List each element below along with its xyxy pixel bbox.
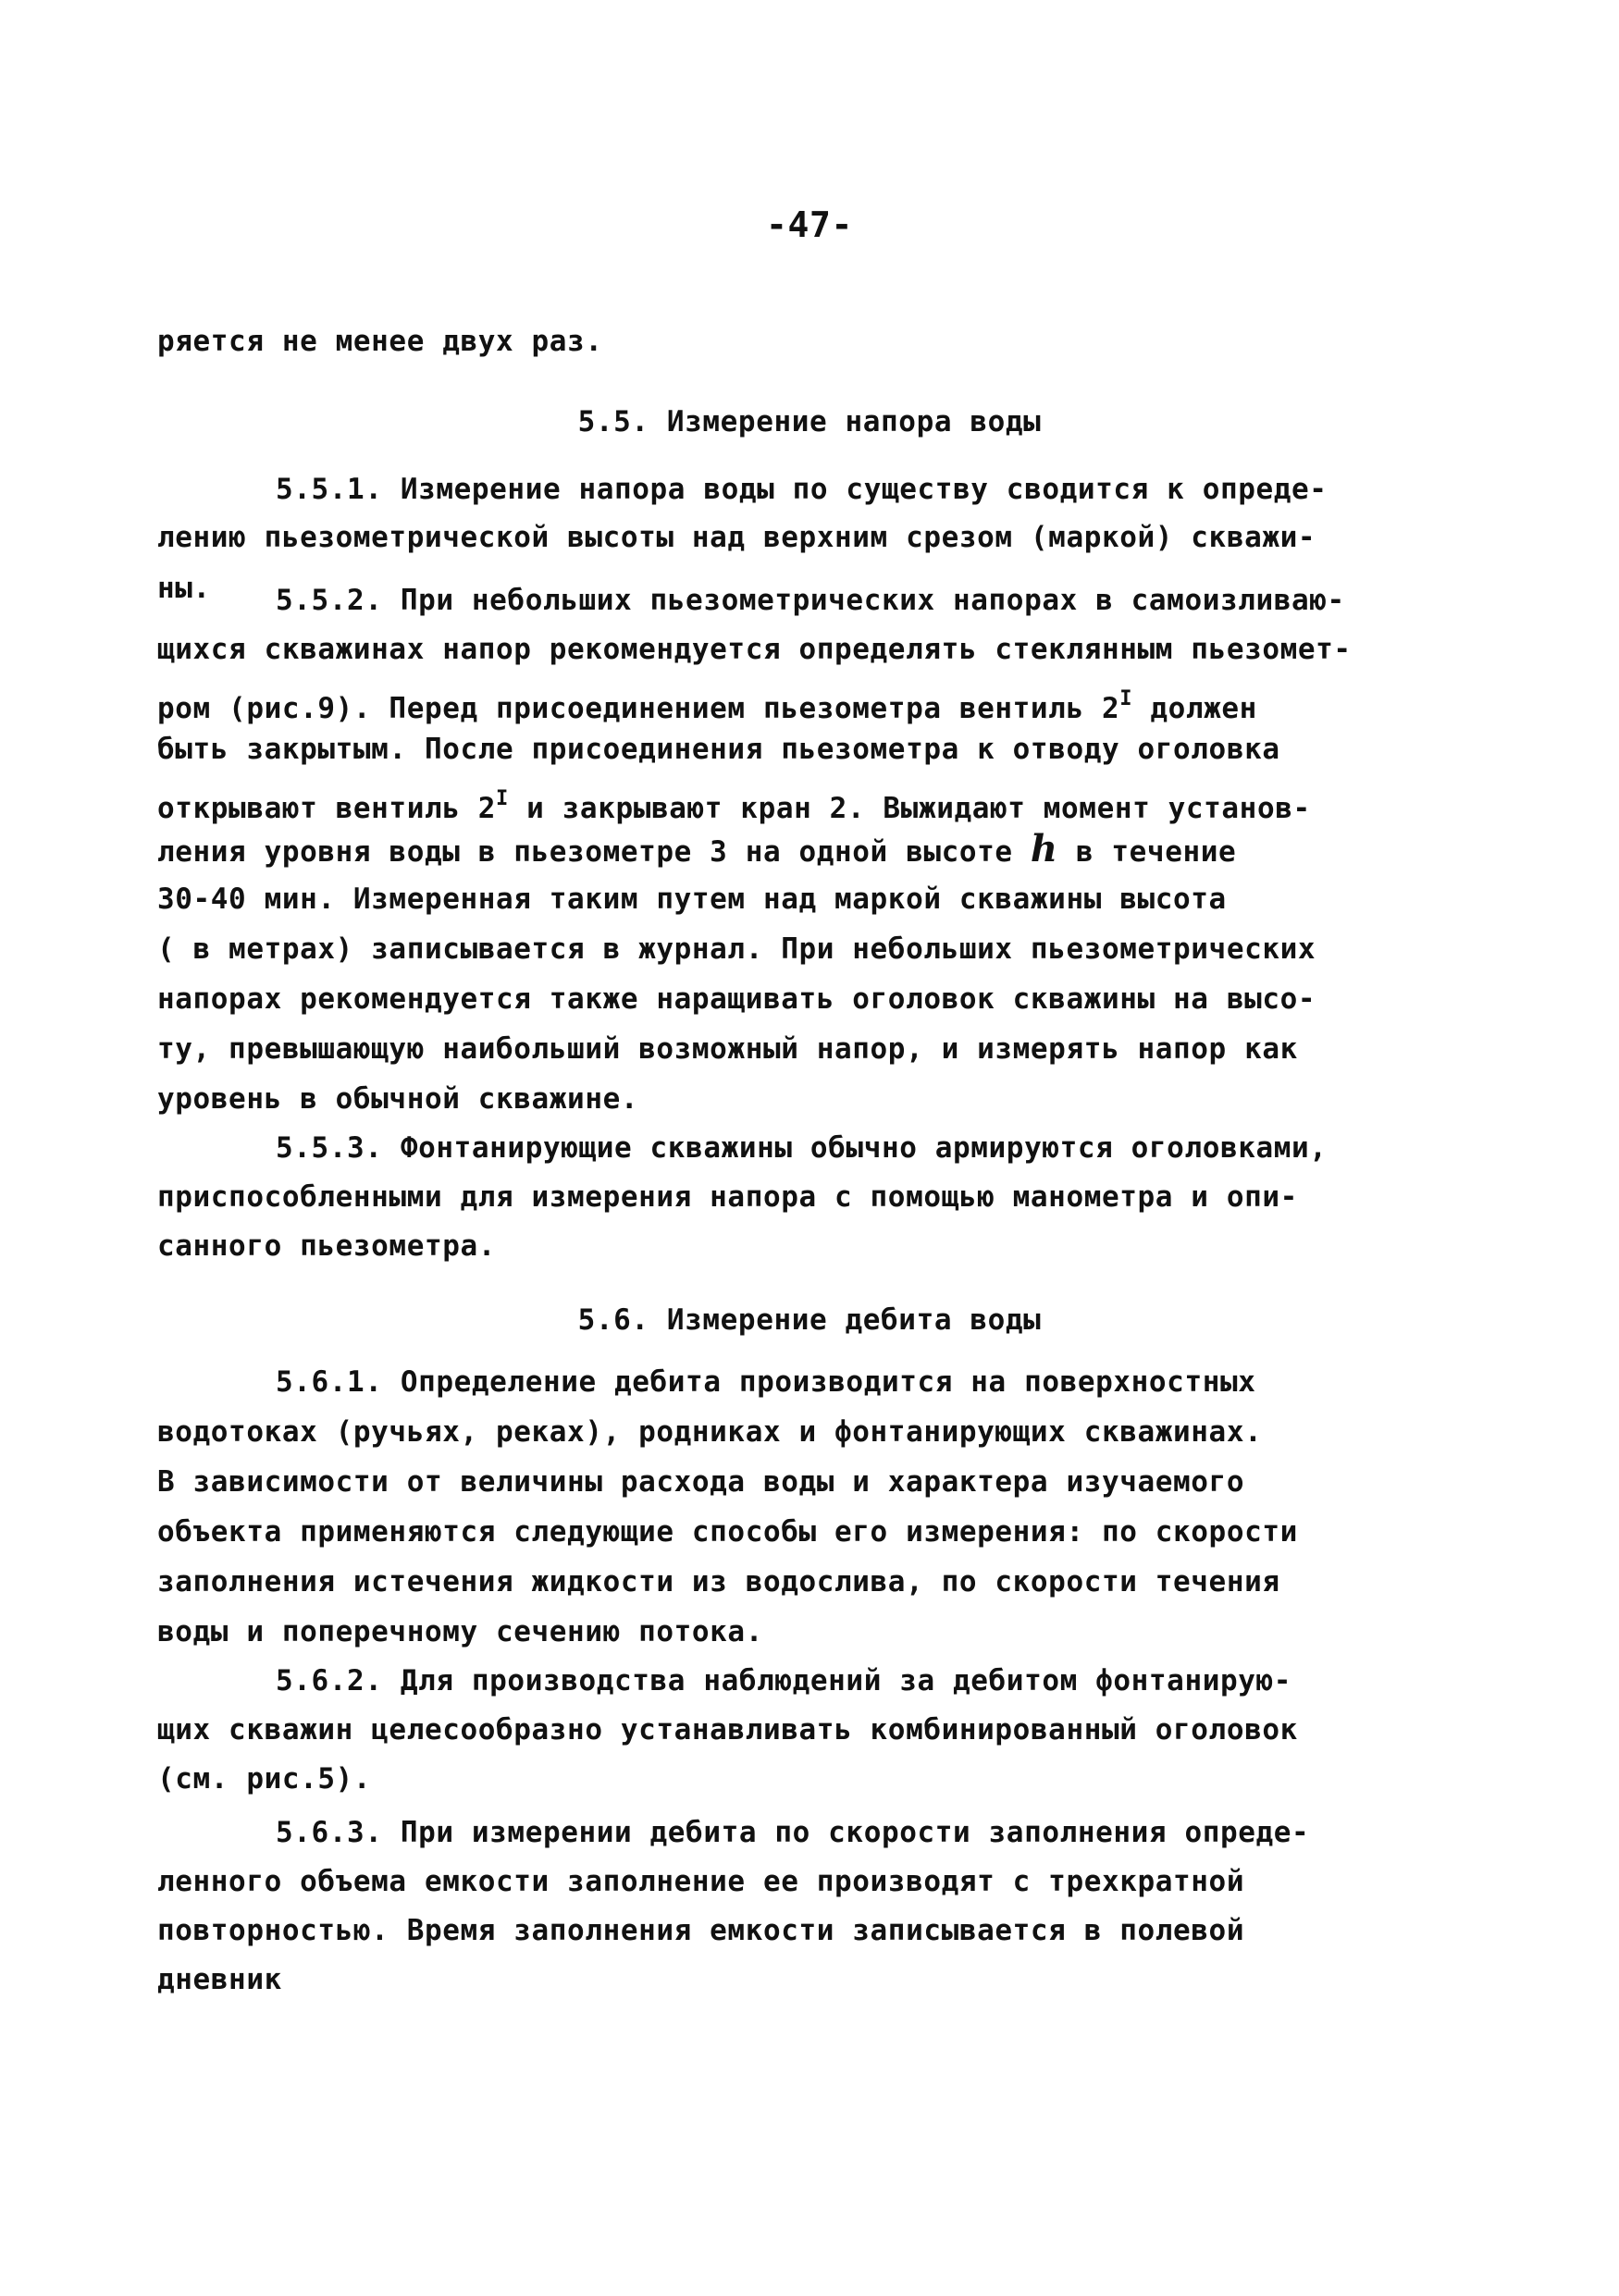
line-text: должен: [1150, 692, 1257, 725]
paragraph-5-5-2-line: щихся скважинах напор рекомендуется определять стеклянным пьезомет-: [157, 633, 1352, 666]
paragraph-5-6-1-line: воды и поперечному сечению потока.: [157, 1615, 763, 1648]
paragraph-5-5-2-line: [157, 777, 1311, 825]
paragraph-5-6-1-line: водотоках (ручьях, реках), родниках и фонтанирующих скважинах.: [157, 1415, 1263, 1449]
text-line: ряется не менее двух раз.: [157, 325, 603, 358]
paragraph-5-5-2-line: [157, 827, 1236, 871]
paragraph-5-5-2-line: напорах рекомендуется также наращивать оголовок скважины на высо-: [157, 982, 1316, 1016]
paragraph-5-6-1-line: В зависимости от величины расхода воды и характера изучаемого: [157, 1465, 1245, 1499]
paragraph-5-5-2-line: ту, превышающую наибольший возможный напор, и измерять напор как: [157, 1032, 1298, 1066]
paragraph-5-5-1-line: ны.: [157, 572, 211, 605]
line-text: и закрывают кран 2. Выжидают момент установ-: [526, 792, 1311, 825]
paragraph-5-6-1-line: 5.6.1. Определение дебита производится на поверхностных: [276, 1365, 1256, 1399]
paragraph-5-5-1-line: лению пьезометрической высоты над верхним срезом (маркой) скважи-: [157, 521, 1316, 554]
height-symbol: h: [1030, 827, 1058, 870]
paragraph-5-5-2-line: ( в метрах) записывается в журнал. При небольших пьезометрических: [157, 932, 1316, 966]
paragraph-5-5-2-line: 30-40 мин. Измеренная таким путем над маркой скважины высота: [157, 883, 1227, 916]
section-heading-5-6: 5.6. Измерение дебита воды: [577, 1303, 1042, 1337]
paragraph-5-6-3-line: повторностью. Время заполнения емкости записывается в полевой: [157, 1914, 1245, 1947]
superscript: I: [1119, 687, 1133, 710]
line-text: ром (рис.9). Перед присоединением пьезометра вентиль 2: [157, 692, 1120, 725]
paragraph-5-6-3-line: дневник: [157, 1963, 282, 1996]
paragraph-5-5-2-line: [157, 677, 1257, 725]
paragraph-5-6-3-line: 5.6.3. При измерении дебита по скорости заполнения опреде-: [276, 1816, 1310, 1849]
paragraph-5-6-3-line: ленного объема емкости заполнение ее производят с трехкратной: [157, 1865, 1245, 1898]
line-text: в течение: [1075, 835, 1237, 869]
paragraph-5-6-1-line: объекта применяются следующие способы его измерения: по скорости: [157, 1515, 1298, 1549]
paragraph-5-5-2-line: быть закрытым. После присоединения пьезометра к отводу оголовка: [157, 733, 1280, 766]
section-heading-5-5: 5.5. Измерение напора воды: [577, 405, 1042, 438]
page-number: -47-: [766, 204, 853, 245]
line-text: открывают вентиль 2: [157, 792, 497, 825]
paragraph-5-6-1-line: заполнения истечения жидкости из водослива, по скорости течения: [157, 1565, 1280, 1599]
paragraph-5-5-3-line: санного пьезометра.: [157, 1229, 497, 1263]
paragraph-5-5-1-line: 5.5.1. Измерение напора воды по существу сводится к опреде-: [276, 473, 1328, 506]
paragraph-5-5-2-line: уровень в обычной скважине.: [157, 1082, 639, 1116]
paragraph-5-6-2-line: 5.6.2. Для производства наблюдений за дебитом фонтанирую-: [276, 1664, 1292, 1697]
line-text: ления уровня воды в пьезометре 3 на одной высоте: [157, 835, 1013, 869]
paragraph-5-5-2-line: 5.5.2. При небольших пьезометрических напорах в самоизливаю-: [276, 584, 1345, 617]
superscript: I: [496, 787, 509, 810]
paragraph-5-5-3-line: приспособленными для измерения напора с помощью манометра и опи-: [157, 1180, 1298, 1214]
paragraph-5-6-2-line: щих скважин целесообразно устанавливать комбинированный оголовок: [157, 1713, 1298, 1747]
paragraph-5-5-3-line: 5.5.3. Фонтанирующие скважины обычно армируются оголовками,: [276, 1131, 1328, 1165]
paragraph-5-6-2-line: (см. рис.5).: [157, 1762, 372, 1796]
